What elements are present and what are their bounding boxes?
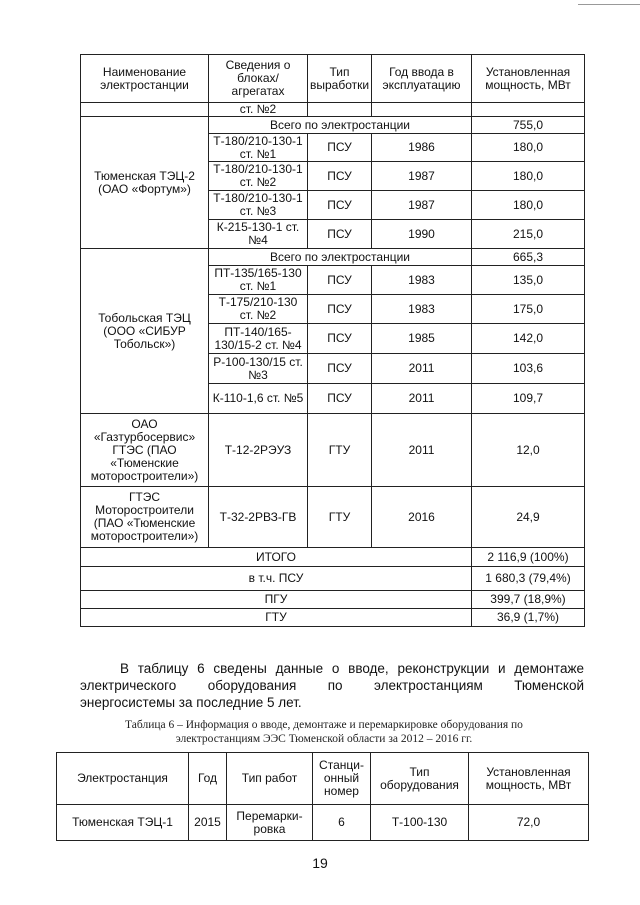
capacity-cell: 72,0 <box>469 805 589 841</box>
year-cell: 1983 <box>372 295 472 324</box>
total-label: ПГУ <box>81 591 472 609</box>
plant-total-label: Всего по электростанции <box>209 249 472 266</box>
capacity-cell: 180,0 <box>472 162 585 191</box>
year-cell: 1987 <box>372 162 472 191</box>
capacity-cell: 12,0 <box>472 414 585 487</box>
unit-cell: Т-180/210-130-1 ст. №1 <box>209 134 308 162</box>
unit-cell: Т-180/210-130-1 ст. №2 <box>209 162 308 191</box>
table-row <box>81 249 585 266</box>
header-type: Тип выработки <box>308 55 372 103</box>
header-units: Сведения о блоках/ агрегатах <box>209 55 308 103</box>
total-value: 1 680,3 (79,4%) <box>472 567 585 591</box>
unit-cell: ПТ-135/165-130 ст. №1 <box>209 266 308 295</box>
type-cell: ПСУ <box>308 295 372 324</box>
type-cell: ГТУ <box>308 414 372 487</box>
header-plant-name: Наименование электростанции <box>81 55 209 103</box>
total-row <box>81 609 585 627</box>
year-cell: 1985 <box>372 324 472 354</box>
carry-over-cell: ст. №2 <box>209 103 308 117</box>
year-cell: 2015 <box>189 805 227 841</box>
year-cell: 2011 <box>372 354 472 384</box>
capacity-cell: 175,0 <box>472 295 585 324</box>
unit-cell: Т-12-2РЭУЗ <box>209 414 308 487</box>
equipment-type-cell: Т-100-130 <box>371 805 469 841</box>
equipment-changes-table <box>56 752 589 841</box>
total-row <box>81 548 585 567</box>
work-type-cell: Перемарки-ровка <box>227 805 313 841</box>
unit-cell: К-215-130-1 ст. №4 <box>209 220 308 249</box>
table-header-row <box>81 55 585 103</box>
capacity-cell: 24,9 <box>472 487 585 548</box>
unit-cell: Т-180/210-130-1 ст. №3 <box>209 191 308 220</box>
type-cell: ПСУ <box>308 134 372 162</box>
table-row <box>81 117 585 134</box>
plant-total-value: 665,3 <box>472 249 585 266</box>
total-value: 2 116,9 (100%) <box>472 548 585 567</box>
plant-name-tobolsk: Тобольская ТЭЦ (ООО «СИБУР Тобольск») <box>81 249 209 414</box>
paragraph-line: В таблицу 6 сведены данные о вводе, реконструкции и демонтаже <box>120 661 584 676</box>
type-cell: ПСУ <box>308 220 372 249</box>
header-equipment-type: Тип оборудования <box>371 753 469 805</box>
body-paragraph <box>80 660 584 711</box>
total-label: ГТУ <box>81 609 472 627</box>
plant-total-label: Всего по электростанции <box>209 117 472 134</box>
plant-name-motorostroiteli: ГТЭС Моторостроители (ПАО «Тюменские моторостроители») <box>81 487 209 548</box>
station-cell: Тюменская ТЭЦ-1 <box>57 805 189 841</box>
type-cell: ПСУ <box>308 266 372 295</box>
caption-line: Таблица 6 – Информация о вводе, демонтаже и перемаркировке оборудования по <box>125 719 523 731</box>
page-number: 19 <box>312 855 328 871</box>
year-cell: 1987 <box>372 191 472 220</box>
header-year: Год <box>189 753 227 805</box>
power-plants-table <box>80 54 585 627</box>
header-capacity: Установленная мощность, МВт <box>469 753 589 805</box>
capacity-cell: 142,0 <box>472 324 585 354</box>
unit-cell: Р-100-130/15 ст. №3 <box>209 354 308 384</box>
header-station-number: Станци-онный номер <box>313 753 371 805</box>
header-capacity: Установленная мощность, МВт <box>472 55 585 103</box>
type-cell: ПСУ <box>308 324 372 354</box>
header-work-type: Тип работ <box>227 753 313 805</box>
top-rule <box>578 4 640 5</box>
total-row <box>81 567 585 591</box>
table-row <box>57 805 589 841</box>
unit-cell: ПТ-140/165-130/15-2 ст. №4 <box>209 324 308 354</box>
paragraph-line: энергосистемы за последние 5 лет. <box>80 695 302 710</box>
type-cell: ГТУ <box>308 487 372 548</box>
type-cell: ПСУ <box>308 162 372 191</box>
unit-cell: Т-32-2РВЗ-ГВ <box>209 487 308 548</box>
capacity-cell: 109,7 <box>472 384 585 414</box>
capacity-cell: 135,0 <box>472 266 585 295</box>
plant-name-gazturboservis: ОАО «Газтурбосервис» ГТЭС (ПАО «Тюменские моторостроители») <box>81 414 209 487</box>
year-cell: 2016 <box>372 487 472 548</box>
year-cell: 1990 <box>372 220 472 249</box>
capacity-cell: 103,6 <box>472 354 585 384</box>
type-cell: ПСУ <box>308 191 372 220</box>
total-label: в т.ч. ПСУ <box>81 567 472 591</box>
station-number-cell: 6 <box>313 805 371 841</box>
type-cell: ПСУ <box>308 384 372 414</box>
plant-name-tyumen2: Тюменская ТЭЦ-2 (ОАО «Фортум») <box>81 117 209 249</box>
unit-cell: Т-175/210-130 ст. №2 <box>209 295 308 324</box>
table-row <box>81 414 585 487</box>
plant-total-value: 755,0 <box>472 117 585 134</box>
header-year: Год ввода в эксплуатацию <box>372 55 472 103</box>
year-cell: 2011 <box>372 414 472 487</box>
type-cell: ПСУ <box>308 354 372 384</box>
caption-line: электростанциям ЭЭС Тюменской области за 2012 – 2016 гг. <box>175 733 473 745</box>
paragraph-line: электрического оборудования по электростанциям Тюменской <box>80 678 584 693</box>
year-cell: 1986 <box>372 134 472 162</box>
table-row <box>81 487 585 548</box>
year-cell: 2011 <box>372 384 472 414</box>
capacity-cell: 215,0 <box>472 220 585 249</box>
table-header-row <box>57 753 589 805</box>
unit-cell: К-110-1,6 ст. №5 <box>209 384 308 414</box>
year-cell: 1983 <box>372 266 472 295</box>
table-caption <box>60 718 588 746</box>
table-row <box>81 103 585 117</box>
total-label: ИТОГО <box>81 548 472 567</box>
total-value: 36,9 (1,7%) <box>472 609 585 627</box>
header-station: Электростанция <box>57 753 189 805</box>
capacity-cell: 180,0 <box>472 191 585 220</box>
capacity-cell: 180,0 <box>472 134 585 162</box>
total-value: 399,7 (18,9%) <box>472 591 585 609</box>
total-row <box>81 591 585 609</box>
